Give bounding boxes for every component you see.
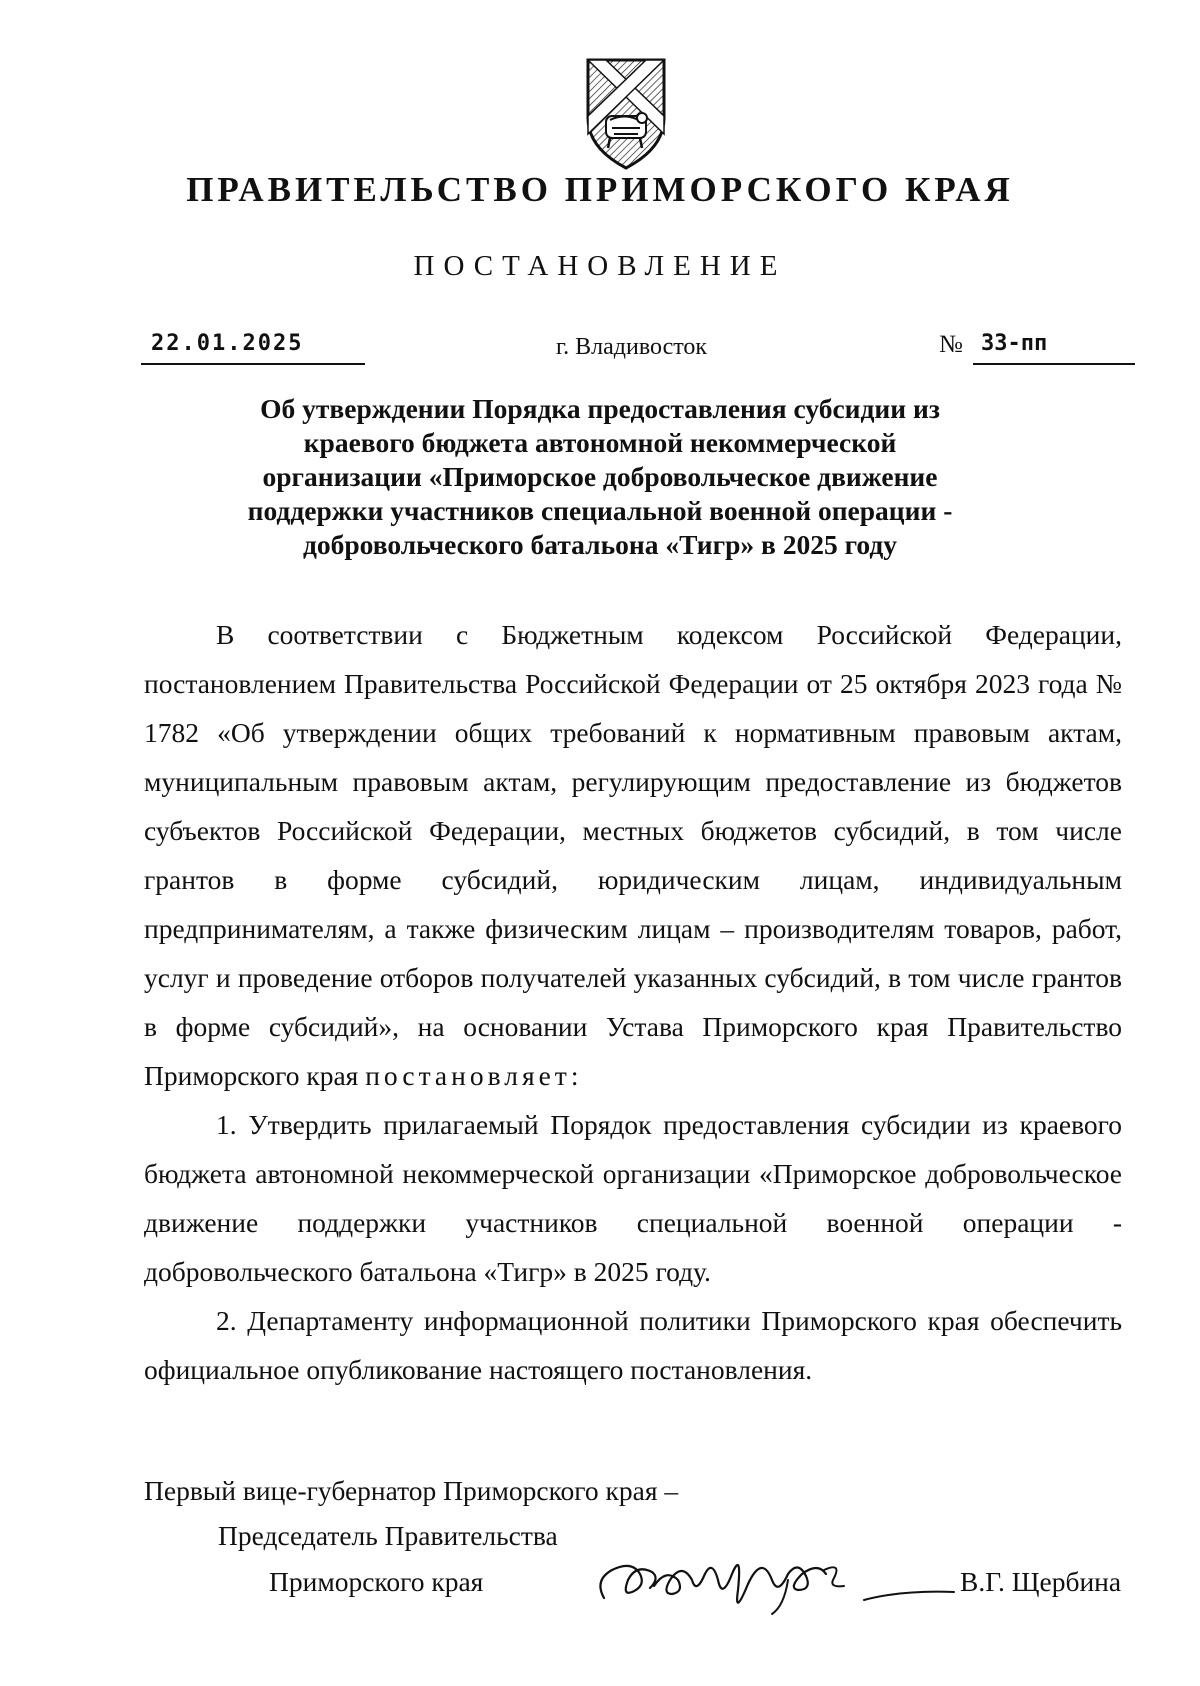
body-paragraph: 1. Утвердить прилагаемый Порядок предоставления субсидии из краевого бюджета автономной некоммерческой организации «Приморское добровольческое движение поддержки участников специальной военной операции - добровольческого батальона «Тигр» в 2025 году.	[144, 1109, 1122, 1287]
number-field	[973, 331, 1135, 365]
signatory-title-line: Первый вице-губернатор Приморского края –	[144, 1475, 679, 1506]
signatory-title-line: Приморского края	[269, 1566, 484, 1597]
heading-line: организации «Приморское добровольческое движение	[262, 461, 938, 492]
paragraph-text: В соответствии с Бюджетным кодексом Российской Федерации, постановлением Правительства Российской Федерации от 25 октября 2023 года № 1782 «Об утверждении общих требований к нормативным правовым актам, муниципальным правовым актам, регулирующим предоставление из бюджетов субъектов Российской Федерации, местных бюджетов субсидий, в том числе грантов в форме субсидий, юридическим лицам, индивидуальным предпринимателям, а также физическим лицам – производителям товаров, работ, услуг и проведение отборов получателей указанных субсидий, в том числе грантов в форме субсидий», на основании Устава Приморского края Правительство Приморского края	[144, 619, 1122, 1091]
government-title: ПРАВИТЕЛЬСТВО ПРИМОРСКОГО КРАЯ	[186, 170, 1014, 209]
document-heading	[160, 392, 1040, 562]
resolution-word: постановляет:	[365, 1060, 583, 1091]
handwritten-signature-icon	[592, 1540, 962, 1620]
coat-of-arms-icon	[582, 56, 670, 176]
body-paragraph	[144, 610, 1122, 1100]
document-body	[144, 610, 1122, 1394]
signatory-title-line: Председатель Правительства	[218, 1520, 558, 1551]
document-type: ПОСТАНОВЛЕНИЕ	[413, 250, 787, 282]
heading-line: поддержки участников специальной военной операции -	[247, 495, 953, 526]
heading-line: краевого бюджета автономной некоммерческой	[303, 427, 897, 458]
document-city: г. Владивосток	[556, 334, 708, 360]
document-date: 22.01.2025	[151, 331, 304, 356]
heading-line: Об утверждении Порядка предоставления субсидии из	[260, 393, 940, 424]
date-field	[141, 331, 365, 365]
heading-line: добровольческого батальона «Тигр» в 2025 году	[302, 529, 898, 560]
body-paragraph: 2. Департаменту информационной политики Приморского края обеспечить официальное опубликование настоящего постановления.	[144, 1305, 1122, 1385]
number-label: №	[939, 331, 963, 358]
signatory-name: В.Г. Щербина	[960, 1566, 1122, 1597]
document-number: 33-пп	[981, 331, 1048, 356]
